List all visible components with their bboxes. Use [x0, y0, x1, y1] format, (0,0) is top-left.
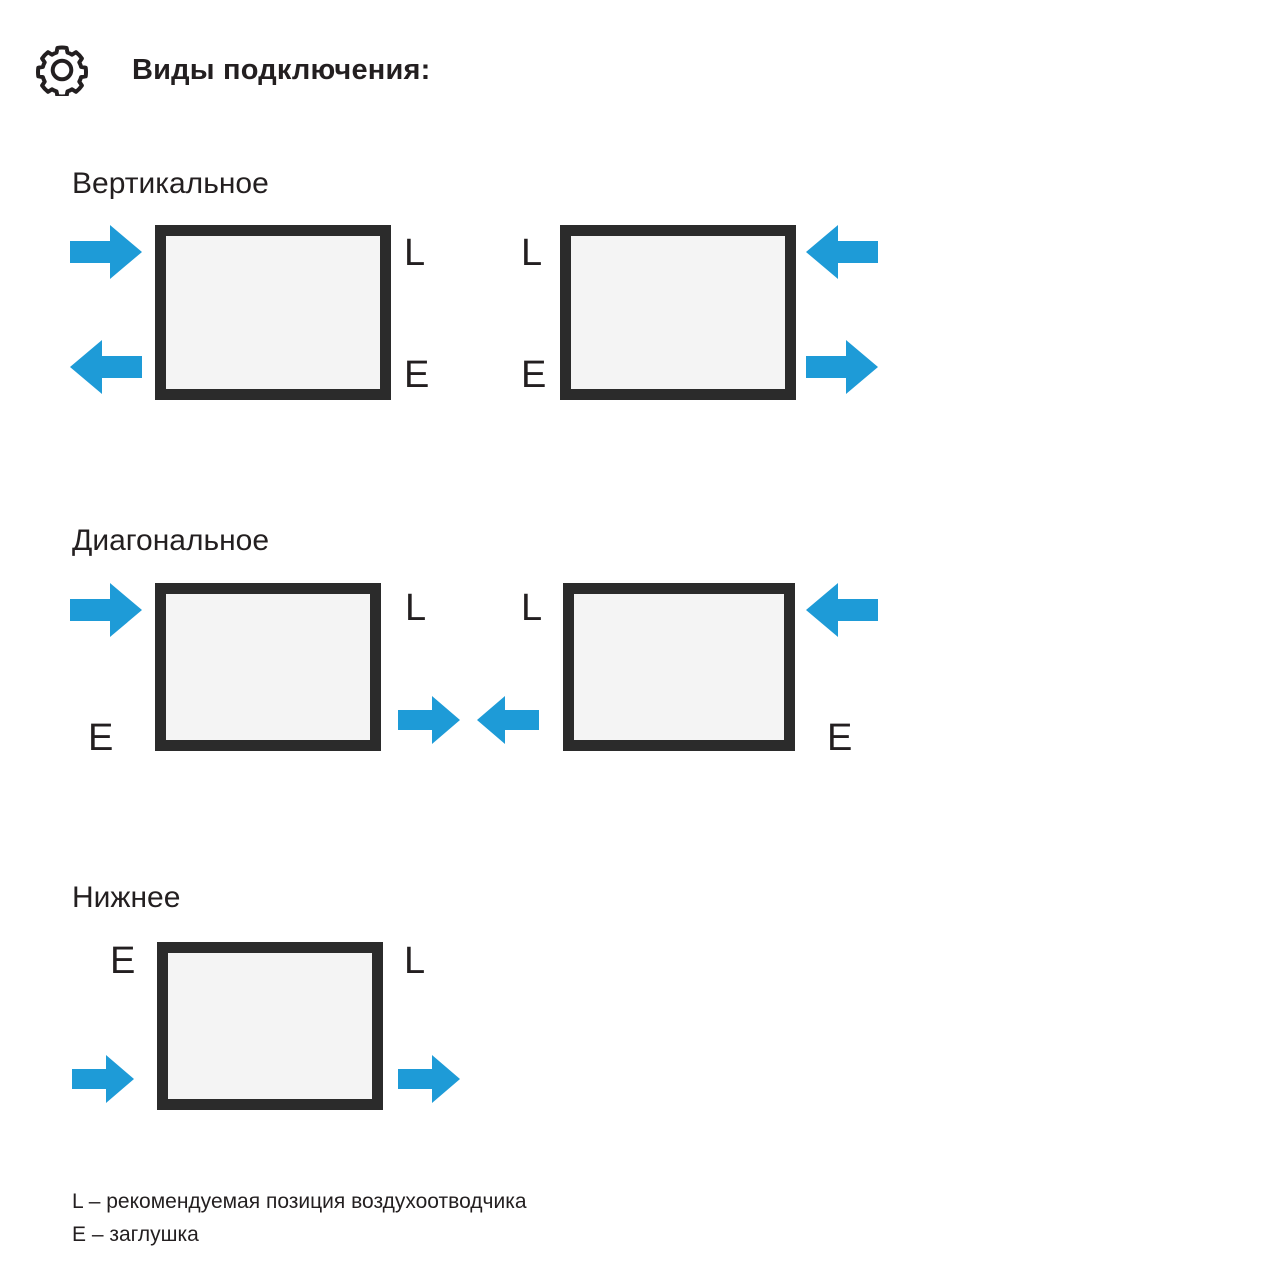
radiator-vertical-left	[155, 225, 391, 400]
arrow-right-icon	[72, 1055, 134, 1103]
radiator-vertical-right	[560, 225, 796, 400]
marker-bottom-right: L	[404, 940, 426, 982]
radiator-diagonal-left	[155, 583, 381, 751]
arrow-right-icon	[70, 225, 142, 279]
marker-diagonal-left-bottom: E	[88, 717, 114, 759]
section-label-diagonal: Диагональное	[72, 524, 270, 557]
marker-diagonal-right-bottom: E	[827, 717, 853, 759]
legend-item-l: L – рекомендуемая позиция воздухоотводчика	[72, 1190, 527, 1213]
marker-bottom-left: E	[110, 940, 136, 982]
legend-item-e: E – заглушка	[72, 1223, 199, 1246]
arrow-left-icon	[477, 696, 539, 744]
marker-diagonal-left-top: L	[405, 587, 427, 629]
arrow-left-icon	[806, 225, 878, 279]
arrow-right-icon	[398, 696, 460, 744]
marker-vertical-left-top: L	[404, 232, 426, 274]
section-label-vertical: Вертикальное	[72, 167, 269, 200]
section-label-bottom: Нижнее	[72, 881, 181, 914]
marker-vertical-right-bottom: E	[521, 354, 547, 396]
arrow-right-icon	[806, 340, 878, 394]
gear-icon	[36, 44, 88, 96]
legend	[72, 1185, 527, 1251]
page-title: Виды подключения:	[132, 53, 431, 86]
radiator-diagonal-right	[563, 583, 795, 751]
radiator-bottom	[157, 942, 383, 1110]
arrow-right-icon	[70, 583, 142, 637]
marker-vertical-right-top: L	[521, 232, 543, 274]
page-header	[36, 44, 431, 96]
arrow-right-icon	[398, 1055, 460, 1103]
arrow-left-icon	[806, 583, 878, 637]
arrow-left-icon	[70, 340, 142, 394]
marker-vertical-left-bottom: E	[404, 354, 430, 396]
marker-diagonal-right-top: L	[521, 587, 543, 629]
